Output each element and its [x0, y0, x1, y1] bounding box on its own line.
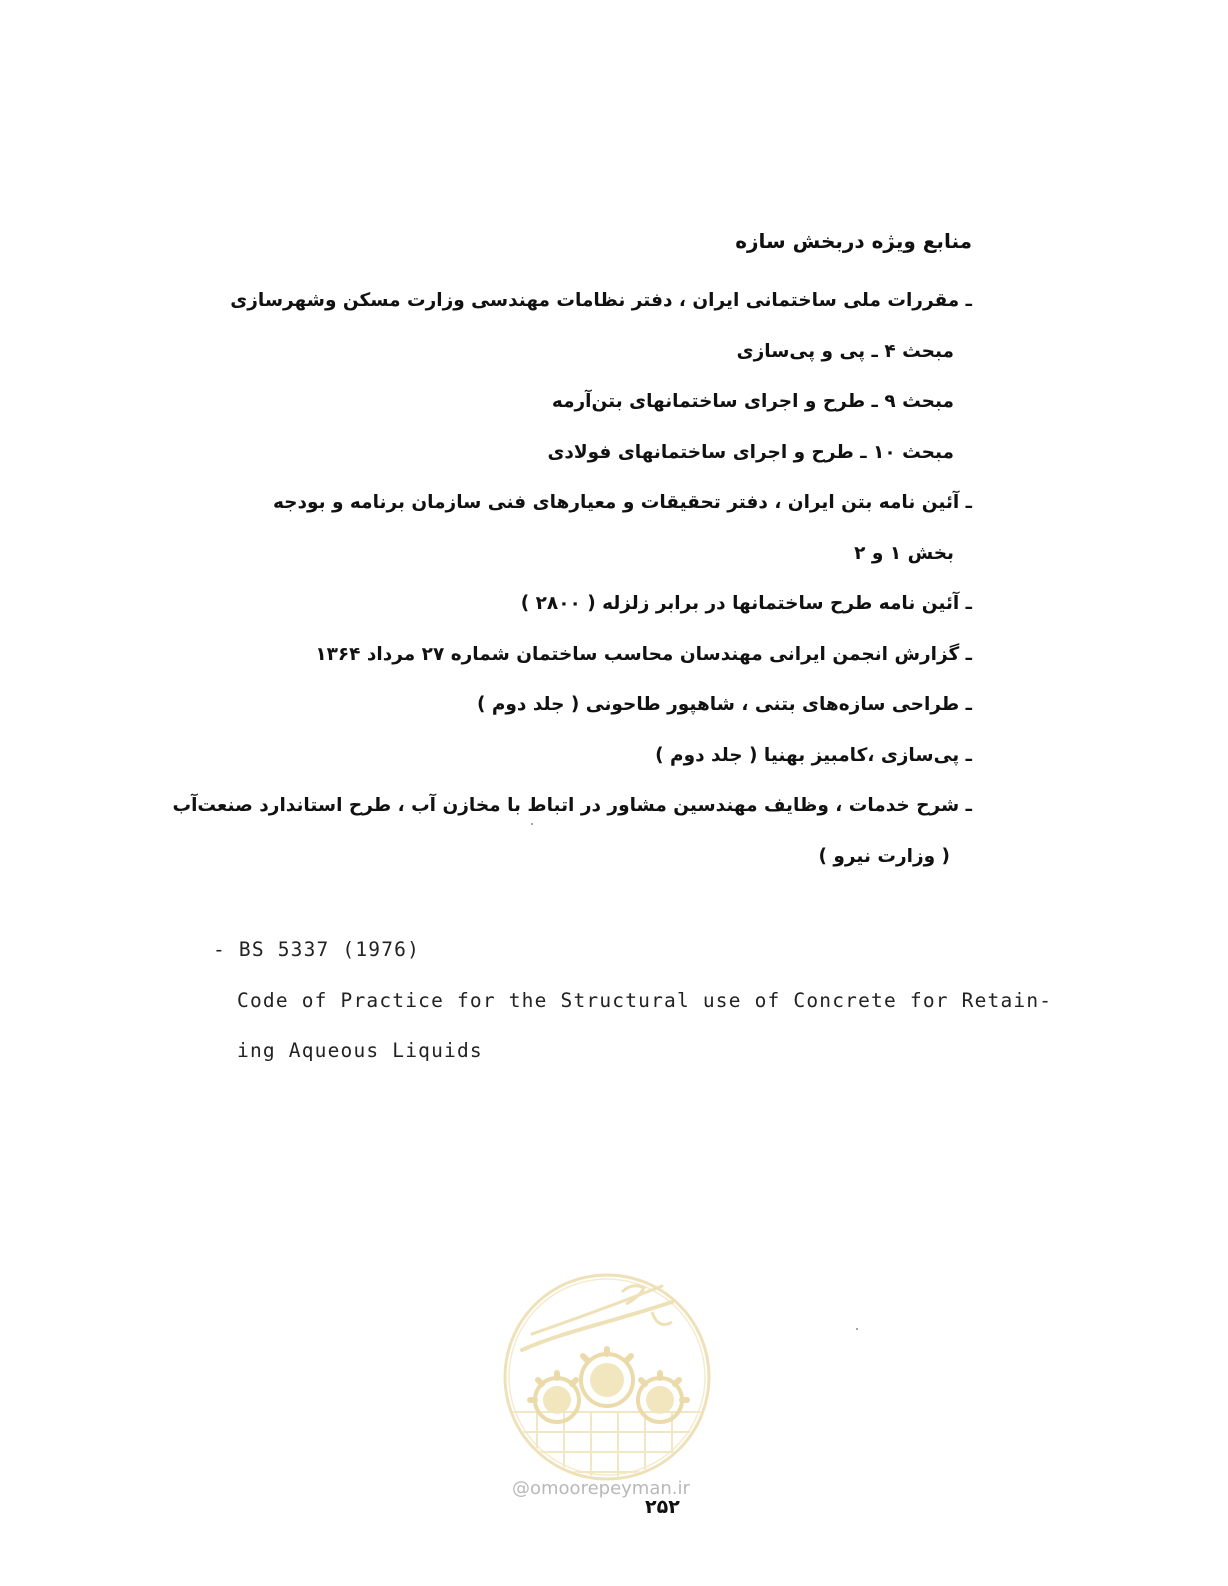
scan-speck: [531, 823, 533, 825]
persian-reference-line: ـ پی‌سازی ،کامبیز بهنیا ( جلد دوم ): [655, 744, 972, 766]
persian-reference-line: ـ مقررات ملی ساختمانی ایران ، دفتر نظامات مهندسی وزارت مسکن وشهرسازی: [230, 290, 972, 311]
persian-reference-line: ـ آئین نامه طرح ساختمانها در برابر زلزله ( ۲۸۰۰ ): [520, 593, 972, 614]
persian-reference-line: ـ گزارش انجمن ایرانی مهندسان محاسب ساختمان شماره ۲۷ مرداد ۱۳۶۴: [315, 643, 972, 665]
page-number: ۲۵۲: [645, 1496, 680, 1518]
section-title: منابع ویژه دربخش سازه: [735, 229, 972, 253]
persian-references-section: [172, 226, 972, 882]
persian-reference-line: ـ طراحی سازه‌های بتنی ، شاهپور طاحونی ( جلد دوم ): [476, 694, 972, 715]
persian-reference-line: بخش ۱ و ۲: [854, 542, 954, 564]
persian-reference-list: [172, 276, 972, 882]
scan-speck: [856, 1328, 858, 1330]
english-reference-line: ing Aqueous Liquids: [237, 1039, 483, 1062]
english-reference-line: Code of Practice for the Structural use of Concrete for Retain-: [237, 988, 1053, 1012]
persian-reference-line: ـ آئین نامه بتن ایران ، دفتر تحقیقات و معیارهای فنی سازمان برنامه و بودجه: [272, 492, 972, 513]
watermark-logo-icon: [502, 1272, 712, 1482]
english-reference-list: [213, 930, 1053, 1082]
watermark-url: @omoorepeyman.ir: [512, 1478, 690, 1499]
english-references-section: [213, 930, 1053, 1082]
persian-reference-line: ـ شرح خدمات ، وظایف مهندسین مشاور در اتباط با مخازن آب ، طرح استاندارد صنعت‌آب: [172, 795, 972, 816]
english-reference-line: - BS 5337 (1976): [213, 938, 421, 961]
persian-reference-line: مبحث ۴ ـ پی و پی‌سازی: [736, 340, 954, 362]
persian-reference-line: مبحث ۱۰ ـ طرح و اجرای ساختمانهای فولادی: [547, 441, 954, 463]
persian-reference-line: ( وزارت نیرو ): [818, 845, 950, 867]
persian-reference-line: مبحث ۹ ـ طرح و اجرای ساختمانهای بتن‌آرمه: [551, 391, 954, 412]
